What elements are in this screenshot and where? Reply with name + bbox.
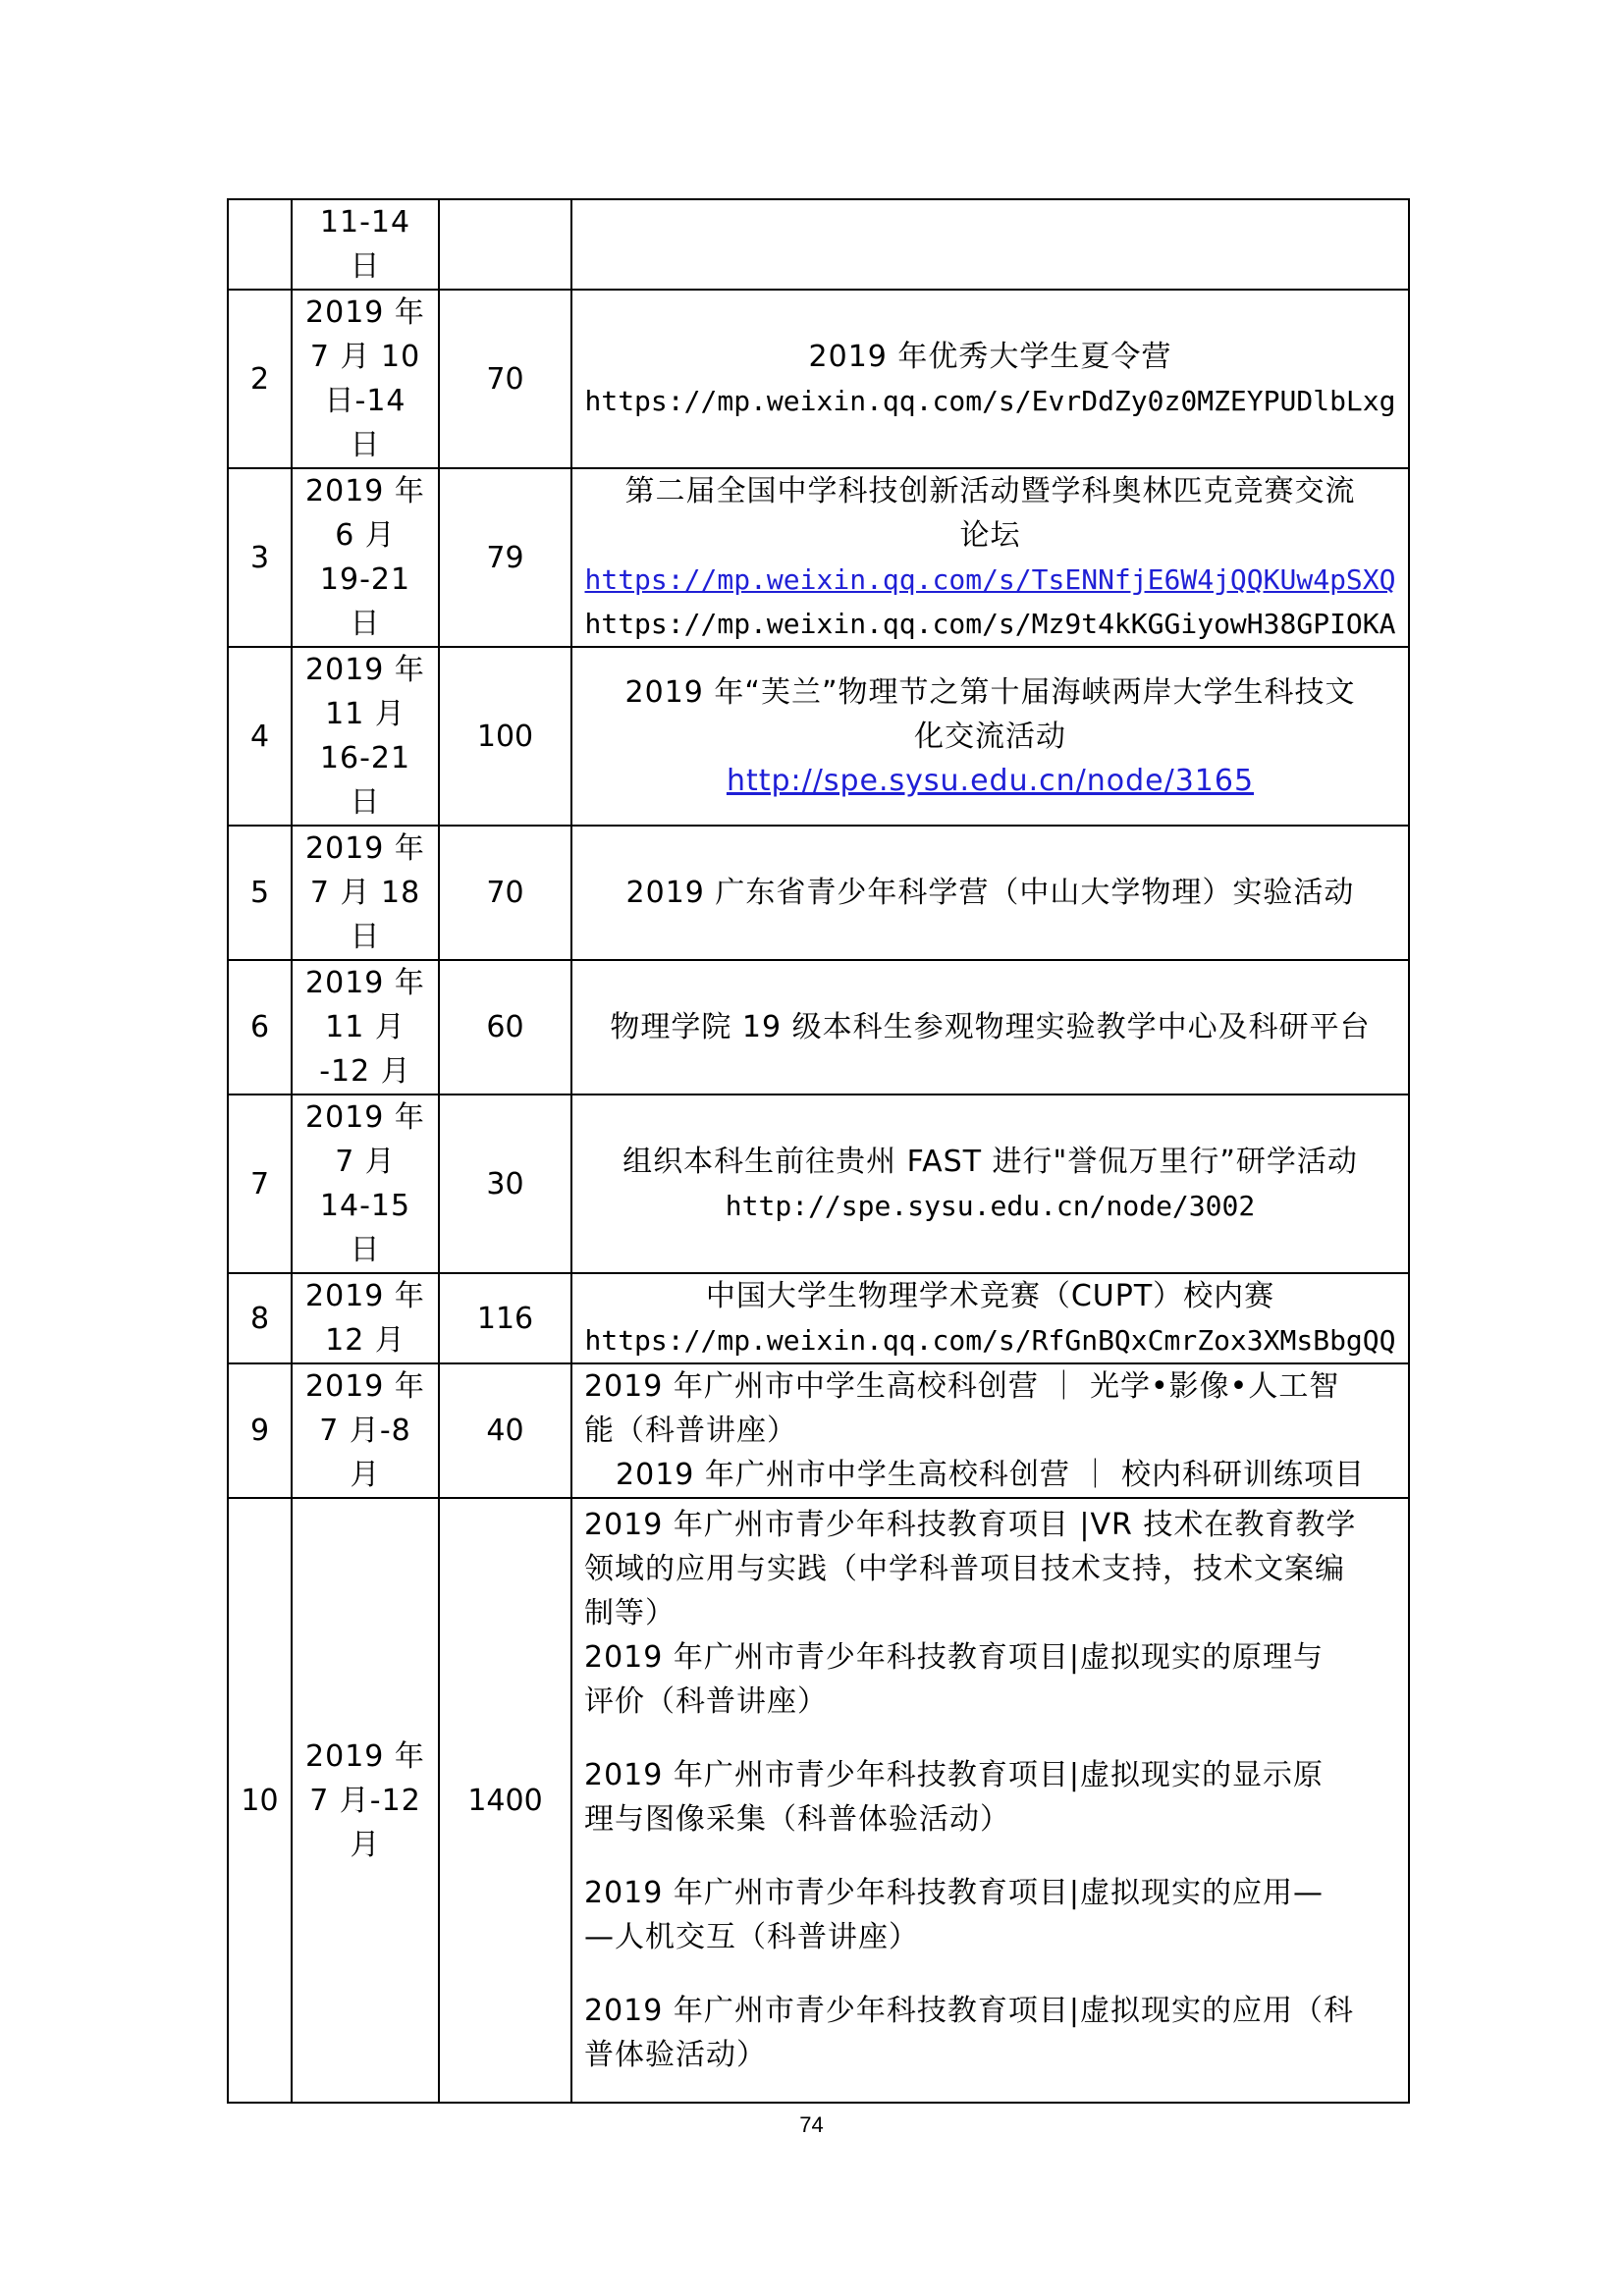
row-date: [292, 647, 439, 826]
activity-title: 第二届全国中学科技创新活动暨学科奥林匹克竞赛交流: [624, 474, 1356, 508]
row-count: 70: [439, 826, 571, 960]
activity-title: 中国大学生物理学术竞赛（CUPT）校内赛: [705, 1279, 1275, 1313]
paragraph-gap: [584, 1842, 1396, 1871]
date-line: 6 月: [335, 518, 396, 553]
row-number: 3: [228, 468, 292, 647]
date-line: 日: [350, 785, 381, 820]
date-line: 2019 年: [305, 653, 425, 687]
row-number: 7: [228, 1095, 292, 1273]
date-line: 2019 年: [305, 474, 425, 508]
row-number: 2: [228, 290, 292, 468]
date-line: -12 月: [319, 1054, 411, 1089]
row-description: [571, 468, 1409, 647]
activity-title: 领域的应用与实践（中学科普项目技术支持，技术文案编: [584, 1552, 1345, 1586]
row-date: [292, 290, 439, 468]
row-date: [292, 1363, 439, 1498]
row-description: [571, 647, 1409, 826]
date-line: 2019 年: [305, 966, 425, 1000]
row-count: 116: [439, 1273, 571, 1363]
row-date: [292, 826, 439, 960]
date-line: 12 月: [325, 1323, 406, 1358]
table-row: [228, 1273, 1409, 1363]
date-line: 月: [350, 1458, 381, 1492]
table-row: [228, 1498, 1409, 2103]
table-row: [228, 1363, 1409, 1498]
activity-title: 2019 年“芙兰”物理节之第十届海峡两岸大学生科技文: [624, 674, 1356, 710]
activity-url[interactable]: https://mp.weixin.qq.com/s/Mz9t4kKGGiyowH38GPIOKA: [584, 608, 1396, 640]
activity-url[interactable]: https://mp.weixin.qq.com/s/RfGnBQxCmrZox3XMsBbgQQ: [584, 1324, 1396, 1357]
date-line: 11 月: [325, 1010, 406, 1044]
date-line: 7 月 18: [309, 876, 421, 910]
row-description: [571, 1273, 1409, 1363]
row-date: [292, 1273, 439, 1363]
row-number: 10: [228, 1498, 292, 2103]
date-line: 日: [350, 249, 381, 284]
row-description: [571, 199, 1409, 290]
date-line: 7 月: [335, 1145, 396, 1179]
activity-title: 2019 年优秀大学生夏令营: [808, 340, 1172, 374]
row-count: 79: [439, 468, 571, 647]
activity-title: 2019 年广州市青少年科技教育项目|虚拟现实的原理与: [584, 1640, 1324, 1675]
row-count: 30: [439, 1095, 571, 1273]
activity-title: 理与图像采集（科普体验活动）: [584, 1802, 1010, 1837]
activity-title: 评价（科普讲座）: [584, 1684, 828, 1719]
date-line: 2019 年: [305, 1738, 425, 1774]
row-number: 4: [228, 647, 292, 826]
row-description: [571, 1363, 1409, 1498]
activity-title: 2019 年广州市青少年科技教育项目|虚拟现实的应用—: [584, 1876, 1324, 1910]
date-line: 日: [350, 607, 381, 641]
date-line: 2019 年: [305, 1279, 425, 1313]
paragraph-gap: [584, 1724, 1396, 1753]
table-row: [228, 826, 1409, 960]
activity-url[interactable]: https://mp.weixin.qq.com/s/EvrDdZy0z0MZEYPUDlbLxg: [584, 385, 1396, 417]
activity-table: [227, 198, 1410, 2104]
row-count: 40: [439, 1363, 571, 1498]
row-count: 70: [439, 290, 571, 468]
activity-title: 2019 年广州市中学生高校科创营 ｜ 光学•影像•人工智: [584, 1369, 1340, 1404]
date-line: 日: [350, 1233, 381, 1267]
row-number: 9: [228, 1363, 292, 1498]
date-line: 11 月: [325, 697, 406, 731]
date-line: 日-14: [324, 384, 406, 418]
date-line: 2019 年: [305, 295, 425, 330]
date-line: 11-14: [319, 205, 411, 240]
date-line: 日: [350, 428, 381, 462]
activity-link[interactable]: https://mp.weixin.qq.com/s/TsENNfjE6W4jQQKUw4pSXQ: [584, 563, 1396, 596]
row-date: [292, 1095, 439, 1273]
row-description: [571, 1498, 1409, 2103]
row-date: [292, 1498, 439, 2103]
date-line: 7 月-8: [319, 1414, 411, 1448]
table-row: [228, 468, 1409, 647]
activity-title: 化交流活动: [914, 719, 1066, 754]
row-count: 1400: [439, 1498, 571, 2103]
row-description: [571, 826, 1409, 960]
date-line: 2019 年: [305, 831, 425, 866]
date-line: 日: [350, 920, 381, 954]
activity-title: 2019 年广州市青少年科技教育项目|虚拟现实的显示原: [584, 1758, 1324, 1792]
activity-title: 物理学院 19 级本科生参观物理实验教学中心及科研平台: [610, 1010, 1371, 1044]
table-row: [228, 1095, 1409, 1273]
row-count: 100: [439, 647, 571, 826]
date-line: 2019 年: [305, 1100, 425, 1135]
date-line: 7 月 10: [309, 340, 421, 374]
date-line: 16-21: [319, 741, 411, 775]
row-date: [292, 960, 439, 1095]
table-row: [228, 647, 1409, 826]
row-number: [228, 199, 292, 290]
activity-title: 组织本科生前往贵州 FAST 进行"誉侃万里行”研学活动: [622, 1145, 1358, 1179]
row-number: 5: [228, 826, 292, 960]
activity-title: 制等）: [584, 1596, 676, 1630]
activity-link[interactable]: http://spe.sysu.edu.cn/node/3165: [726, 763, 1255, 798]
date-line: 19-21: [319, 562, 411, 597]
date-line: 7 月-12: [309, 1783, 421, 1818]
page-number: 74: [799, 2112, 824, 2137]
activity-title: 能（科普讲座）: [584, 1414, 797, 1448]
paragraph-gap: [584, 1959, 1396, 1989]
row-count: [439, 199, 571, 290]
activity-title: 2019 年广州市中学生高校科创营 ｜ 校内科研训练项目: [616, 1458, 1365, 1492]
activity-title: 2019 广东省青少年科学营（中山大学物理）实验活动: [625, 876, 1355, 910]
row-date: [292, 468, 439, 647]
table-row: [228, 199, 1409, 290]
date-line: 14-15: [319, 1189, 411, 1223]
row-count: 60: [439, 960, 571, 1095]
row-description: [571, 960, 1409, 1095]
activity-title: 论坛: [959, 518, 1021, 553]
row-description: [571, 1095, 1409, 1273]
row-date: [292, 199, 439, 290]
activity-title: 普体验活动）: [584, 2038, 767, 2072]
table-row: [228, 960, 1409, 1095]
row-number: 6: [228, 960, 292, 1095]
activity-url[interactable]: http://spe.sysu.edu.cn/node/3002: [725, 1190, 1256, 1222]
activity-title: 2019 年广州市青少年科技教育项目|虚拟现实的应用（科: [584, 1994, 1354, 2028]
activity-title: 2019 年广州市青少年科技教育项目 |VR 技术在教育教学: [584, 1508, 1357, 1542]
table-row: [228, 290, 1409, 468]
row-number: 8: [228, 1273, 292, 1363]
date-line: 2019 年: [305, 1369, 425, 1404]
activity-title: —人机交互（科普讲座）: [584, 1920, 919, 1954]
row-description: [571, 290, 1409, 468]
date-line: 月: [350, 1827, 381, 1862]
